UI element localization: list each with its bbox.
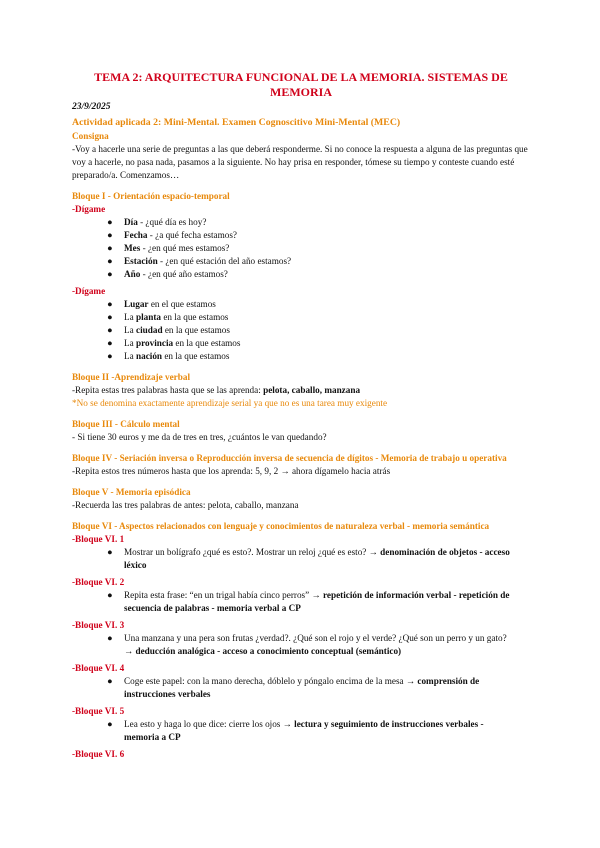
bloque-2-text: [72, 384, 530, 397]
bloque-6-4-label: -Bloque VI. 4: [72, 663, 125, 673]
item-term: Año: [124, 269, 141, 279]
bullet-icon: ●: [107, 269, 113, 279]
bloque-1-digame-1: -Dígame: [72, 204, 106, 214]
item-result: deducción analógica - acceso a conocimiento conceptual (semántico): [135, 646, 402, 656]
item-text: en la que estamos: [162, 325, 230, 335]
bloque-1-list-2: [72, 298, 530, 363]
item-text: en la que estamos: [162, 351, 230, 361]
activity-heading: Actividad aplicada 2: Mini-Mental. Examen Cognoscitivo Mini-Mental (MEC): [72, 117, 401, 128]
bloque-4-text: -Repita estos tres números hasta que los aprenda: 5, 9, 2 → ahora dígamelo hacia atrás: [72, 466, 391, 476]
list-item: [107, 632, 530, 658]
item-text: - ¿a qué fecha estamos?: [147, 230, 238, 240]
item-result: lectura y seguimiento de instrucciones verbales - memoria a CP: [124, 719, 484, 742]
item-text: - ¿en qué año estamos?: [140, 269, 228, 279]
item-term: Mes: [124, 243, 141, 253]
bloque-6-3-label: -Bloque VI. 3: [72, 620, 125, 630]
item-text: en la que estamos: [173, 338, 241, 348]
item-term: nación: [136, 351, 163, 361]
bloque-6-2-label: -Bloque VI. 2: [72, 577, 125, 587]
bloque-6-5-label: -Bloque VI. 5: [72, 706, 125, 716]
list-item: [107, 324, 530, 337]
bloque-3-heading: Bloque III - Cálculo mental: [72, 419, 180, 429]
bullet-icon: ●: [107, 338, 113, 348]
item-prefix: La: [124, 312, 136, 322]
bullet-icon: ●: [107, 230, 113, 240]
item-term: Estación: [124, 256, 158, 266]
bullet-icon: ●: [107, 719, 113, 729]
bullet-icon: ●: [107, 299, 113, 309]
list-item: [107, 337, 530, 350]
bullet-icon: ●: [107, 633, 113, 643]
list-item: [107, 675, 530, 701]
bloque-6-1-list: [72, 546, 530, 572]
bloque-1-digame-2: -Dígame: [72, 286, 106, 296]
bullet-icon: ●: [107, 676, 113, 686]
bloque-3-text: - Si tiene 30 euros y me da de tres en tres, ¿cuántos le van quedando?: [72, 432, 327, 442]
bloque-6-6-label: -Bloque VI. 6: [72, 749, 125, 759]
bloque-6-heading: Bloque VI - Aspectos relacionados con lenguaje y conocimientos de naturaleza verbal - memoria semántica: [72, 521, 490, 531]
item-text: Lea esto y haga lo que dice: cierre los ojos →: [124, 719, 295, 729]
bloque-2-instruction: -Repita estas tres palabras hasta que se las aprenda:: [72, 385, 264, 395]
list-item: [107, 242, 530, 255]
item-term: Lugar: [124, 299, 149, 309]
item-text: - ¿en qué mes estamos?: [140, 243, 230, 253]
bullet-icon: ●: [107, 547, 113, 557]
list-item: [107, 350, 530, 363]
list-item: [107, 229, 530, 242]
bloque-6-2-list: [72, 589, 530, 615]
list-item: [107, 718, 530, 744]
list-item: [107, 589, 530, 615]
item-text: Mostrar un bolígrafo ¿qué es esto?. Mostrar un reloj ¿qué es esto? →: [124, 547, 381, 557]
bullet-icon: ●: [107, 590, 113, 600]
list-item: [107, 298, 530, 311]
bloque-4-heading: Bloque IV - Seriación inversa o Reproducción inversa de secuencia de dígitos - Memoria de trabajo u operativa: [72, 453, 507, 463]
item-text: Una manzana y una pera son frutas ¿verdad?. ¿Qué son el rojo y el verde? ¿Qué son un perro y un gato? →: [124, 633, 507, 656]
bullet-icon: ●: [107, 243, 113, 253]
item-term: provincia: [136, 338, 174, 348]
item-term: ciudad: [136, 325, 163, 335]
item-term: planta: [136, 312, 162, 322]
bloque-5-text: -Recuerda las tres palabras de antes: pelota, caballo, manzana: [72, 500, 299, 510]
list-item: [107, 216, 530, 229]
item-text: - ¿qué día es hoy?: [137, 217, 207, 227]
item-text: en el que estamos: [148, 299, 216, 309]
item-prefix: La: [124, 325, 136, 335]
bloque-2-note: *No se denomina exactamente aprendizaje serial ya que no es una tarea muy exigente: [72, 398, 388, 408]
bullet-icon: ●: [107, 217, 113, 227]
bullet-icon: ●: [107, 325, 113, 335]
bloque-2-heading: Bloque II -Aprendizaje verbal: [72, 372, 190, 382]
bloque-1-list-1: [72, 216, 530, 281]
bloque-6-subsections: [72, 533, 530, 761]
item-result: denominación de objetos - acceso léxico: [124, 547, 510, 570]
item-text: Coge este papel: con la mano derecha, dóblelo y póngalo encima de la mesa →: [124, 676, 418, 686]
document-date: 23/9/2025: [72, 102, 111, 112]
bloque-1-heading: Bloque I - Orientación espacio-temporal: [72, 191, 230, 201]
consigna-heading: Consigna: [72, 131, 109, 141]
item-text: Repita esta frase: “en un trigal había cinco perros” →: [124, 590, 323, 600]
item-prefix: La: [124, 338, 136, 348]
list-item: [107, 546, 530, 572]
item-text: - ¿en qué estación del año estamos?: [157, 256, 292, 266]
bullet-icon: ●: [107, 256, 113, 266]
item-text: en la que estamos: [161, 312, 229, 322]
item-result: repetición de información verbal - repetición de secuencia de palabras - memoria verbal a CP: [124, 590, 510, 613]
list-item: [107, 255, 530, 268]
bullet-icon: ●: [107, 312, 113, 322]
bloque-2-words: pelota, caballo, manzana: [263, 385, 361, 395]
bullet-icon: ●: [107, 351, 113, 361]
item-term: Fecha: [124, 230, 148, 240]
list-item: [107, 268, 530, 281]
list-item: [107, 311, 530, 324]
item-prefix: La: [124, 351, 136, 361]
item-result: comprensión de instrucciones verbales: [124, 676, 480, 699]
bloque-6-4-list: [72, 675, 530, 701]
bloque-5-heading: Bloque V - Memoria episódica: [72, 487, 191, 497]
item-term: Día: [124, 217, 138, 227]
consigna-text: -Voy a hacerle una serie de preguntas a las que deberá responderme. Si no conoce la respuesta a alguna de las preguntas que voy a hacerle, no pasa nada, pasamos a la siguiente. No hay prisa en responder, tómese su tiempo y conteste cuando esté preparado/a. Comenzamos…: [72, 144, 528, 180]
bloque-6-1-label: -Bloque VI. 1: [72, 534, 125, 544]
bloque-6-3-list: [72, 632, 530, 658]
bloque-6-5-list: [72, 718, 530, 744]
document-title: TEMA 2: ARQUITECTURA FUNCIONAL DE LA MEMORIA. SISTEMAS DE MEMORIA: [94, 70, 508, 99]
